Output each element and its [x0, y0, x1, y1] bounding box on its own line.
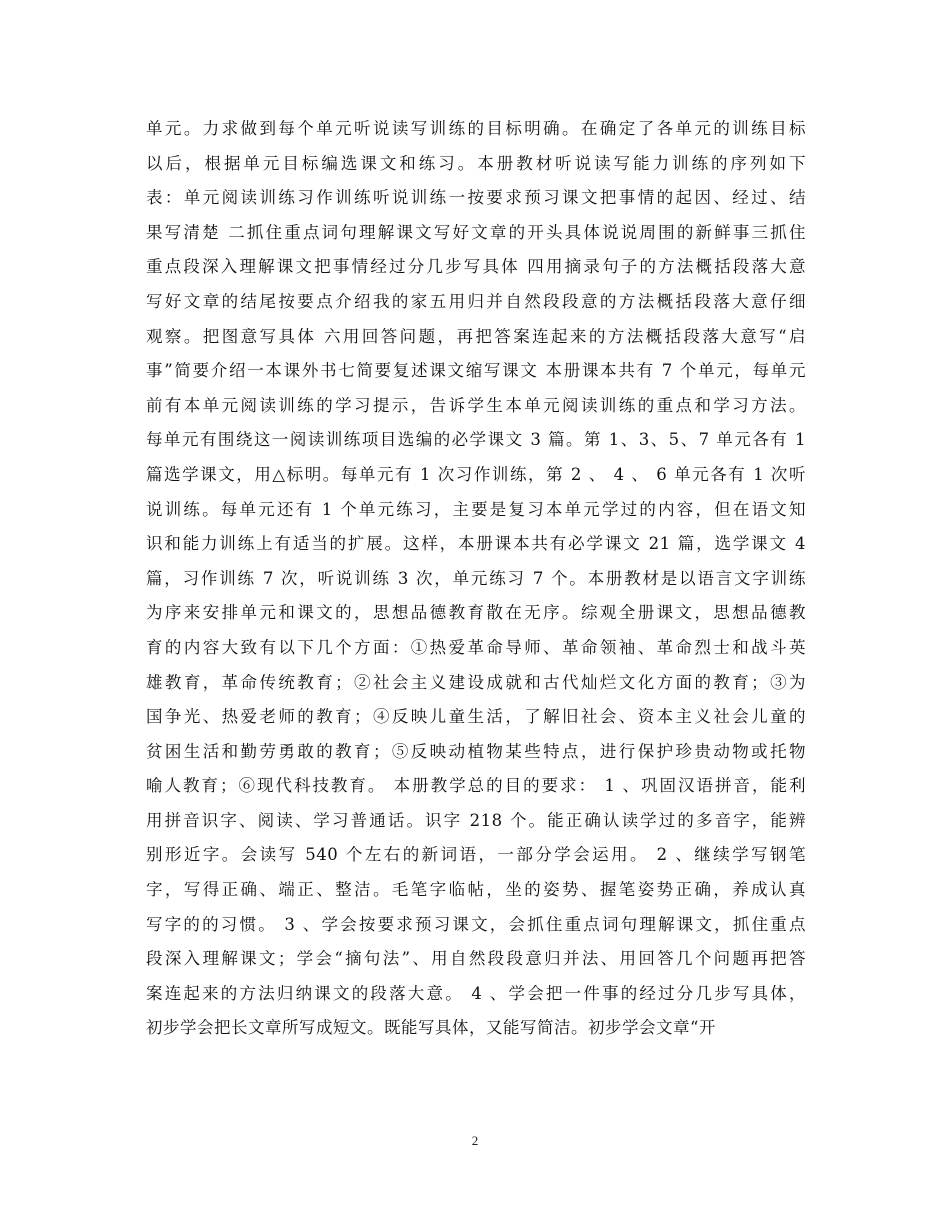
- text-line: 篇，习作训练 7 次，听说训练 3 次，单元练习 7 个。本册教材是以语言文字训练: [146, 568, 806, 588]
- text-line: 前有本单元阅读训练的学习提示，告诉学生本单元阅读训练的重点和学习方法。: [146, 395, 806, 415]
- text-line: 初步学会把长文章所写成短文。既能写具体，又能写简洁。初步学会文章“开: [146, 1018, 716, 1038]
- text-line: 写字的的习惯。 3 、学会按要求预习课文，会抓住重点词句理解课文，抓住重点: [146, 914, 806, 934]
- text-line: 说训练。每单元还有 1 个单元练习，主要是复习本单元学过的内容，但在语文知: [146, 499, 806, 519]
- text-line: 篇选学课文，用△标明。每单元有 1 次习作训练，第 2 、 4 、 6 单元各有 1 次听: [146, 464, 806, 484]
- text-line: 字，写得正确、端正、整洁。毛笔字临帖，坐的姿势、握笔姿势正确，养成认真: [146, 880, 806, 900]
- text-line: 育的内容大致有以下几个方面：①热爱革命导师、革命领袖、革命烈士和战斗英: [146, 637, 806, 657]
- text-line: 以后，根据单元目标编选课文和练习。本册教材听说读写能力训练的序列如下: [146, 153, 806, 173]
- text-line: 雄教育，革命传统教育；②社会主义建设成就和古代灿烂文化方面的教育；③为: [146, 672, 806, 692]
- text-line: 段深入理解课文；学会“摘句法”、用自然段段意归并法、用回答几个问题再把答: [146, 949, 806, 969]
- text-line: 事”简要介绍一本课外书七简要复述课文缩写课文 本册课本共有 7 个单元，每单元: [146, 361, 806, 381]
- text-line: 果写清楚 二抓住重点词句理解课文写好文章的开头具体说说周围的新鲜事三抓住: [146, 222, 806, 242]
- body-paragraph: [146, 112, 806, 1046]
- text-line: 贫困生活和勤劳勇敢的教育；⑤反映动植物某些特点，进行保护珍贵动物或托物: [146, 741, 806, 761]
- page-number: 2: [471, 1133, 479, 1148]
- text-line: 写好文章的结尾按要点介绍我的家五用归并自然段段意的方法概括段落大意仔细: [146, 291, 806, 311]
- text-line: 表：单元阅读训练习作训练听说训练一按要求预习课文把事情的起因、经过、结: [146, 188, 806, 208]
- text-line: 为序来安排单元和课文的，思想品德教育散在无序。综观全册课文，思想品德教: [146, 603, 806, 623]
- text-line: 别形近字。会读写 540 个左右的新词语，一部分学会运用。 2 、继续学写钢笔: [146, 845, 806, 865]
- text-line: 观察。把图意写具体 六用回答问题，再把答案连起来的方法概括段落大意写“启: [146, 326, 806, 346]
- text-line: 每单元有围绕这一阅读训练项目选编的必学课文 3 篇。第 1、3、5、7 单元各有 1: [146, 430, 806, 450]
- text-line: 单元。力求做到每个单元听说读写训练的目标明确。在确定了各单元的训练目标: [146, 119, 806, 138]
- text-line: 国争光、热爱老师的教育；④反映儿童生活，了解旧社会、资本主义社会儿童的: [146, 707, 806, 727]
- text-line: 喻人教育；⑥现代科技教育。 本册教学总的目的要求： 1 、巩固汉语拼音，能利: [146, 776, 806, 796]
- text-line: 用拼音识字、阅读、学习普通话。识字 218 个。能正确认读学过的多音字，能辨: [146, 810, 806, 830]
- text-line: 识和能力训练上有适当的扩展。这样，本册课本共有必学课文 21 篇，选学课文 4: [146, 534, 806, 554]
- text-line: 重点段深入理解课文把事情经过分几步写具体 四用摘录句子的方法概括段落大意: [146, 257, 806, 277]
- text-line: 案连起来的方法归纳课文的段落大意。 4 、学会把一件事的经过分几步写具体，: [146, 983, 806, 1003]
